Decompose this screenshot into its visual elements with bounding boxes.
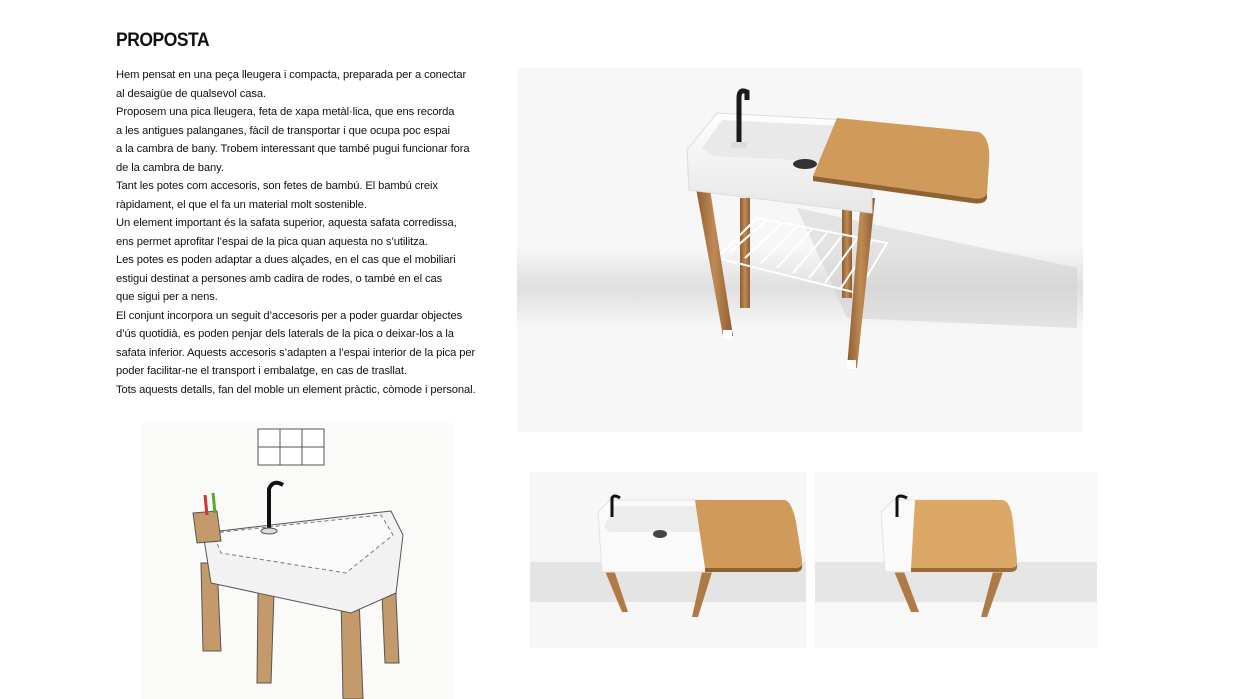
text-line: Un element important és la safata superior, aquesta safata corredissa, <box>116 217 457 229</box>
text-line: Les potes es poden adaptar a dues alçades, en el cas que el mobiliari <box>116 254 456 266</box>
small-render-tray-full <box>815 472 1097 648</box>
text-line: ens permet aprofitar l’espai de la pica quan aquesta no s’utilitza. <box>116 235 428 248</box>
text-line: que sigui per a nens. <box>116 291 218 303</box>
main-sink-render <box>517 68 1083 432</box>
text-line: d’ús quotidià, es poden penjar dels laterals de la pica o deixar-los a la <box>116 328 454 340</box>
text-line: poder facilitar-ne el transport i embalatge, en cas de trasllat. <box>116 365 407 377</box>
text-line: Hem pensat en una peça lleugera i compacta, preparada per a conectar <box>116 69 467 81</box>
text-line: a les antigues palanganes, fàcil de transportar i que ocupa poc espai <box>116 124 450 137</box>
sketch-drawing <box>141 423 454 699</box>
small-render-tray-half <box>530 472 806 648</box>
text-line: Proposem una pica lleugera, feta de xapa metàl·lica, que ens recorda <box>116 106 455 118</box>
text-line: Tant les potes com accesoris, son fetes de bambú. El bambú creix <box>116 180 438 192</box>
text-line: estigui destinat a persones amb cadira de rodes, o també en el cas <box>116 272 443 285</box>
text-line: al desaigüe de qualsevol casa. <box>116 87 267 100</box>
text-line: safata inferior. Aquests accesoris s’adapten a l’espai interior de la pica per <box>116 346 476 359</box>
text-line: Tots aquests detalls, fan del moble un element pràctic, còmode i personal. <box>116 383 476 396</box>
text-line: El conjunt incorpora un seguit d’accesoris per a poder guardar objectes <box>116 309 463 322</box>
page-title: PROPOSTA <box>116 30 210 51</box>
description-text <box>116 66 496 399</box>
text-line: de la cambra de bany. <box>116 161 224 174</box>
text-line: ràpidament, el que el fa un material molt sostenible. <box>116 198 367 211</box>
text-line: a la cambra de bany. Trobem interessant que també pugui funcionar fora <box>116 143 470 155</box>
